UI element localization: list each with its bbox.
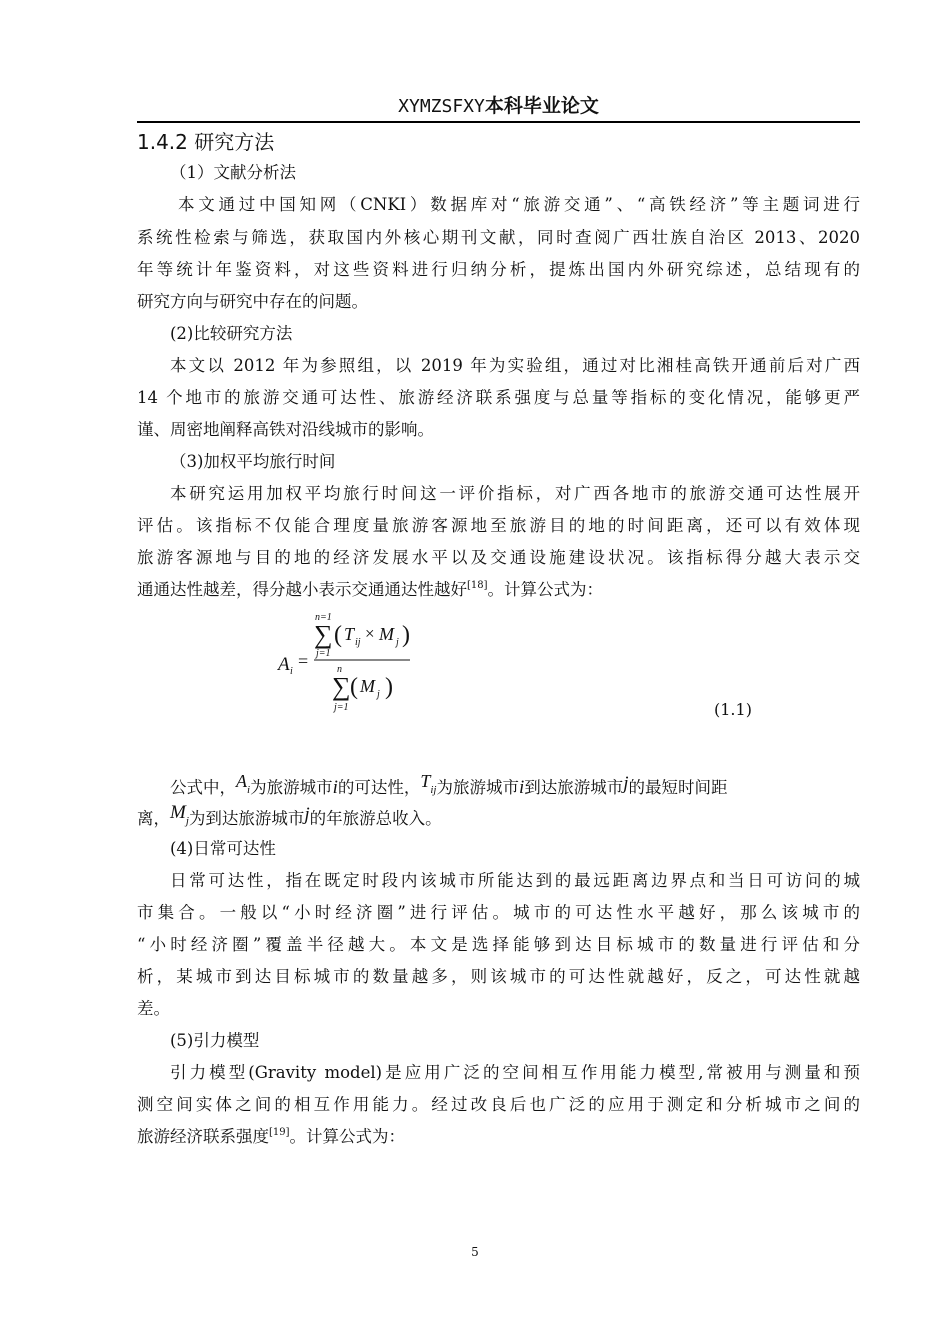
formula-lhs-sub: i <box>290 666 293 677</box>
denominator-M: M <box>360 676 375 696</box>
method-heading-4: (4)日常可达性 <box>170 839 276 858</box>
numerator-upper: n=1 <box>315 612 332 623</box>
header-rule <box>137 121 860 123</box>
paragraph-line: 日常可达性，指在既定时段内该城市所能达到的最远距离边界点和当日可访问的城 <box>170 871 860 890</box>
method-heading-5: (5)引力模型 <box>170 1031 260 1050</box>
paragraph-text: 为到达旅游城市 <box>188 809 305 828</box>
paragraph-text: 公式中， <box>170 778 236 797</box>
symbol-i: i <box>518 777 525 798</box>
paragraph-line: 引力模型(Gravity model)是应用广泛的空间相互作用能力模型,常被用与测量和预 <box>170 1063 860 1082</box>
paragraph-text: 为旅游城市 <box>436 778 519 797</box>
paragraph-text: 到达旅游城市 <box>524 778 624 797</box>
symbol-i: i <box>332 777 338 798</box>
paragraph-text: 通通达性越差，得分越小表示交通通达性越好 <box>137 580 467 599</box>
denominator-sum: ∑ <box>332 672 351 701</box>
paragraph-line: “小时经济圈”覆盖半径越大。本文是选择能够到达目标城市的数量进行评估和分 <box>137 935 860 954</box>
header-school-code: XYMZSFXY <box>398 96 485 117</box>
paragraph-text: 。计算公式为： <box>289 1127 406 1146</box>
symbol-T-sub: ij <box>430 784 437 796</box>
symbol-j: j <box>623 773 629 794</box>
symbol-M: M <box>170 802 186 823</box>
formula-explanation-line <box>137 802 860 832</box>
paragraph-line: 测空间实体之间的相互作用能力。经过改良后也广泛的应用于测定和分析城市之间的 <box>137 1095 860 1114</box>
paragraph-text: 旅游经济联系强度 <box>137 1127 269 1146</box>
paragraph-line: 旅游客源地与目的地的经济发展水平以及交通设施建设状况。该指标得分越大表示交 <box>137 548 860 567</box>
method-heading-1: （1）文献分析法 <box>170 163 296 182</box>
paragraph-line <box>137 579 860 601</box>
method-heading-3: （3)加权平均旅行时间 <box>170 452 336 471</box>
symbol-j: j <box>304 804 310 825</box>
paragraph-line: 差。 <box>137 999 170 1018</box>
paragraph-line: 研究方向与研究中存在的问题。 <box>137 292 368 311</box>
numerator-paren-close: ) <box>402 622 410 648</box>
numerator-T-sub: ij <box>355 637 361 648</box>
symbol-A-sub: i <box>247 784 251 796</box>
numerator-times: × <box>365 624 375 643</box>
numerator-lower: j=1 <box>316 648 331 659</box>
page-header <box>137 92 860 121</box>
denominator-M-sub: j <box>377 689 380 700</box>
denominator-paren-close: ) <box>385 674 393 700</box>
paragraph-line: 市集合。一般以“小时经济圈”进行评估。城市的可达性水平越好，那么该城市的 <box>137 903 860 922</box>
paragraph-text: 的最短时间距 <box>628 778 728 797</box>
header-thesis-label: 本科毕业论文 <box>484 95 599 117</box>
method-heading-2: (2)比较研究方法 <box>170 324 293 343</box>
paragraph-line: 本研究运用加权平均旅行时间这一评价指标，对广西各地市的旅游交通可达性展开 <box>170 484 860 503</box>
symbol-A: A <box>236 771 247 791</box>
numerator-M-sub: j <box>396 637 399 648</box>
paragraph-line: 14 个地市的旅游交通可达性、旅游经济联系强度与总量等指标的变化情况，能够更严 <box>137 388 860 407</box>
page-number: 5 <box>471 1245 479 1259</box>
paragraph-text: 离， <box>137 809 170 828</box>
numerator-paren-open: ( <box>334 622 342 648</box>
paragraph-line <box>137 1126 860 1148</box>
formula-lhs: A <box>278 654 290 675</box>
formula-explanation-line <box>170 771 860 801</box>
paragraph-line: 谨、周密地阐释高铁对沿线城市的影响。 <box>137 420 434 439</box>
section-title: 1.4.2 研究方法 <box>137 130 275 154</box>
paragraph-text: 为旅游城市 <box>250 778 333 797</box>
weighted-travel-time-formula <box>270 608 430 718</box>
numerator-sum: ∑ <box>314 620 333 649</box>
equation-number: (1.1) <box>714 700 752 719</box>
paragraph-line: 本文通过中国知网（CNKI）数据库对“旅游交通”、“高铁经济”等主题词进行 <box>178 195 860 214</box>
denominator-lower: j=1 <box>334 702 349 713</box>
paragraph-text: 。计算公式为： <box>487 580 604 599</box>
symbol-M-sub: j <box>185 815 189 827</box>
paragraph-line: 年等统计年鉴资料，对这些资料进行归纳分析，提炼出国内外研究综述，总结现有的 <box>137 260 860 279</box>
paragraph-text: 的可达性， <box>337 778 421 797</box>
citation-ref: [18] <box>467 580 488 591</box>
paragraph-text: 的年旅游总收入。 <box>309 809 442 828</box>
paragraph-line: 系统性检索与筛选，获取国内外核心期刊文献，同时查阅广西壮族自治区 2013、2020 <box>137 228 860 247</box>
symbol-T: T <box>420 771 431 791</box>
numerator-M: M <box>379 624 394 644</box>
paragraph-line: 评估。该指标不仅能合理度量旅游客源地至旅游目的地的时间距离，还可以有效体现 <box>137 516 860 535</box>
numerator-T: T <box>344 624 355 644</box>
paragraph-line: 析，某城市到达目标城市的数量越多，则该城市的可达性就越好，反之，可达性就越 <box>137 967 860 986</box>
paragraph-line: 本文以 2012 年为参照组，以 2019 年为实验组，通过对比湘桂高铁开通前后对广西 <box>170 356 860 375</box>
denominator-upper: n <box>337 664 342 675</box>
citation-ref: [19] <box>269 1127 290 1138</box>
denominator-paren-open: ( <box>350 674 358 700</box>
formula-equals: = <box>298 651 309 671</box>
